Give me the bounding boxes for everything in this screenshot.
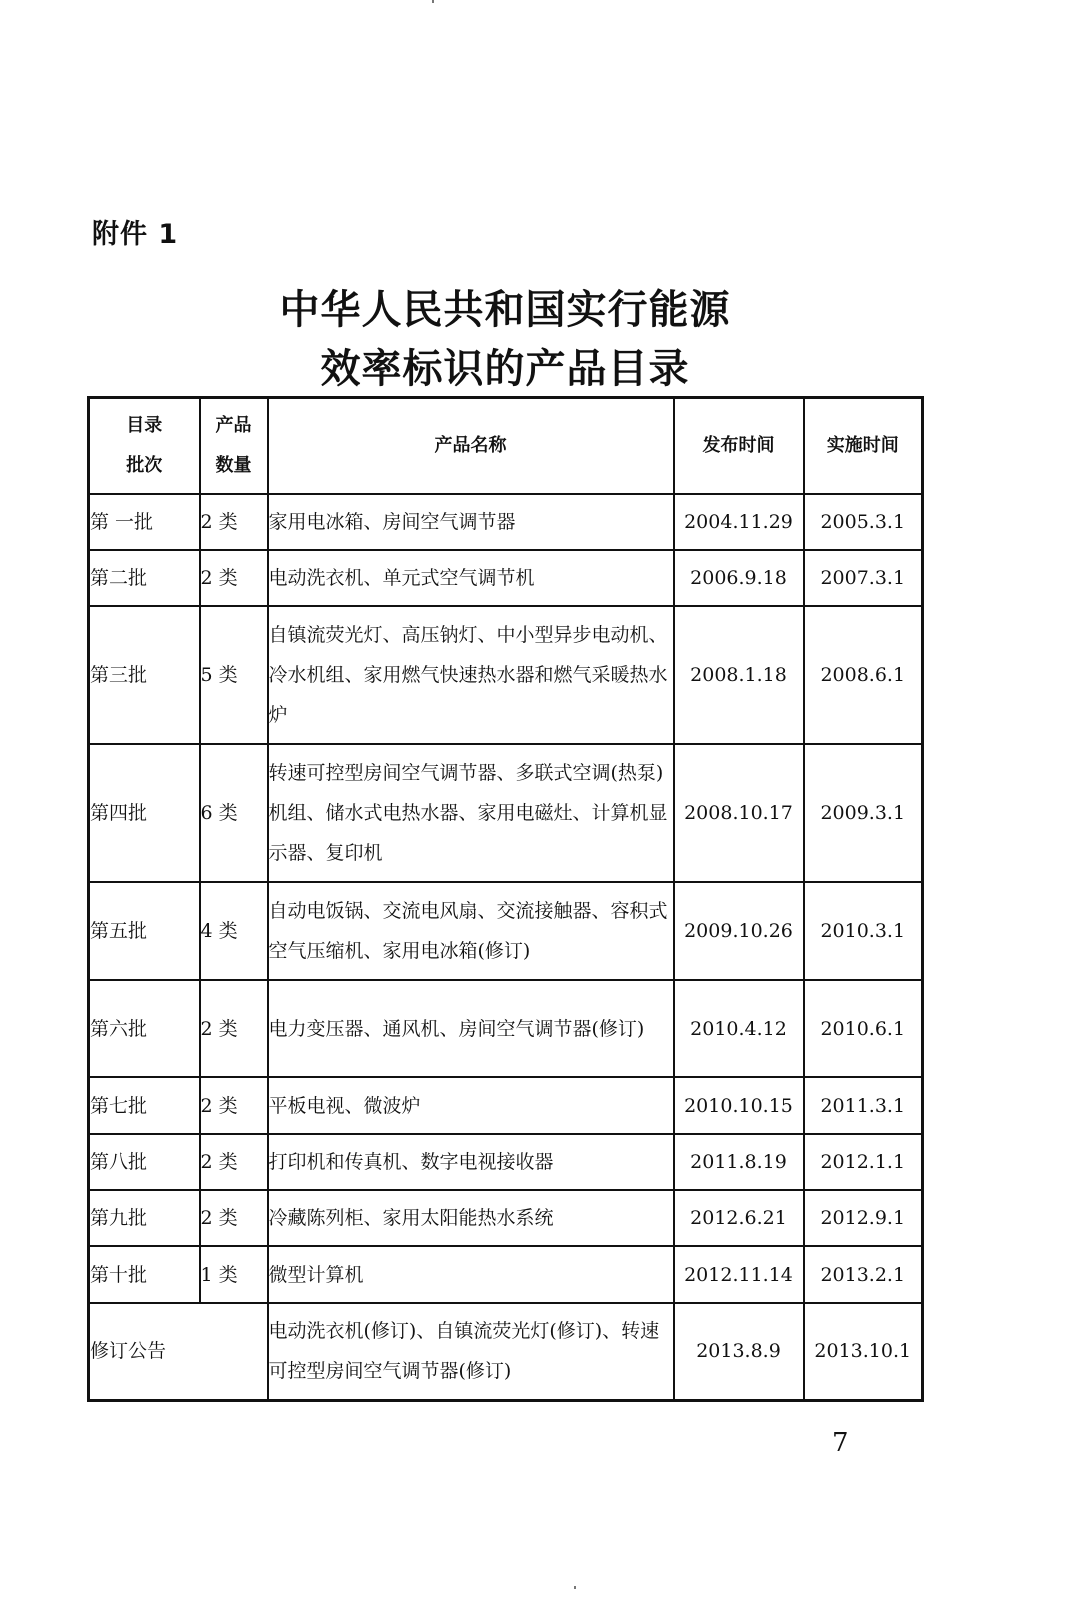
publish-date-cell: 2004.11.29 xyxy=(674,494,804,550)
revision-batch-cell: 修订公告 xyxy=(89,1303,268,1400)
header-batch-line-1: 目录 xyxy=(126,415,163,436)
header-batch xyxy=(89,398,200,495)
header-product: 产品名称 xyxy=(268,398,674,495)
publish-date-cell: 2008.1.18 xyxy=(674,606,804,744)
count-cell: 1 类 xyxy=(200,1246,268,1303)
publish-date-cell: 2008.10.17 xyxy=(674,744,804,882)
publish-date-cell: 2009.10.26 xyxy=(674,882,804,980)
product-cell: 家用电冰箱、房间空气调节器 xyxy=(268,494,674,550)
table-row xyxy=(89,980,923,1077)
scan-speck-top xyxy=(432,0,434,3)
implement-date-cell: 2010.6.1 xyxy=(804,980,923,1077)
count-cell: 4 类 xyxy=(200,882,268,980)
implement-date-cell: 2011.3.1 xyxy=(804,1077,923,1134)
publish-date-cell: 2010.10.15 xyxy=(674,1077,804,1134)
publish-date-cell: 2006.9.18 xyxy=(674,550,804,606)
table-row xyxy=(89,882,923,980)
product-cell: 自动电饭锅、交流电风扇、交流接触器、容积式空气压缩机、家用电冰箱(修订) xyxy=(268,882,674,980)
count-cell: 2 类 xyxy=(200,494,268,550)
revision-row xyxy=(89,1303,923,1400)
header-batch-line-2: 批次 xyxy=(126,455,163,476)
batch-cell: 第六批 xyxy=(89,980,200,1077)
table-header-row xyxy=(89,398,923,495)
batch-cell: 第 一批 xyxy=(89,494,200,550)
header-count-line-2: 数量 xyxy=(215,455,252,476)
table-row xyxy=(89,606,923,744)
batch-cell: 第八批 xyxy=(89,1134,200,1190)
batch-cell: 第七批 xyxy=(89,1077,200,1134)
scan-speck-bottom xyxy=(574,1586,576,1589)
implement-date-cell: 2008.6.1 xyxy=(804,606,923,744)
implement-date-cell: 2013.2.1 xyxy=(804,1246,923,1303)
count-cell: 5 类 xyxy=(200,606,268,744)
count-cell: 2 类 xyxy=(200,550,268,606)
header-publish-date: 发布时间 xyxy=(674,398,804,495)
header-implement-date: 实施时间 xyxy=(804,398,923,495)
batch-cell: 第四批 xyxy=(89,744,200,882)
table-row xyxy=(89,550,923,606)
header-count-line-1: 产品 xyxy=(215,415,252,436)
product-cell: 电力变压器、通风机、房间空气调节器(修订) xyxy=(268,980,674,1077)
table-row xyxy=(89,494,923,550)
publish-date-cell: 2012.11.14 xyxy=(674,1246,804,1303)
product-cell: 转速可控型房间空气调节器、多联式空调(热泵)机组、储水式电热水器、家用电磁灶、计算机显示器、复印机 xyxy=(268,744,674,882)
product-cell: 冷藏陈列柜、家用太阳能热水系统 xyxy=(268,1190,674,1246)
page-number: 7 xyxy=(832,1428,849,1458)
batch-cell: 第五批 xyxy=(89,882,200,980)
revision-product-cell: 电动洗衣机(修订)、自镇流荧光灯(修订)、转速可控型房间空气调节器(修订) xyxy=(268,1303,674,1400)
publish-date-cell: 2010.4.12 xyxy=(674,980,804,1077)
batch-cell: 第九批 xyxy=(89,1190,200,1246)
table-row xyxy=(89,1246,923,1303)
batch-cell: 第三批 xyxy=(89,606,200,744)
header-count xyxy=(200,398,268,495)
implement-date-cell: 2010.3.1 xyxy=(804,882,923,980)
count-cell: 2 类 xyxy=(200,1077,268,1134)
product-cell: 微型计算机 xyxy=(268,1246,674,1303)
product-catalog-table xyxy=(87,396,924,1402)
count-cell: 2 类 xyxy=(200,980,268,1077)
table-row xyxy=(89,1134,923,1190)
product-cell: 自镇流荧光灯、高压钠灯、中小型异步电动机、冷水机组、家用燃气快速热水器和燃气采暖热水炉 xyxy=(268,606,674,744)
product-cell: 平板电视、微波炉 xyxy=(268,1077,674,1134)
product-cell: 电动洗衣机、单元式空气调节机 xyxy=(268,550,674,606)
count-cell: 6 类 xyxy=(200,744,268,882)
implement-date-cell: 2007.3.1 xyxy=(804,550,923,606)
table-row xyxy=(89,744,923,882)
publish-date-cell: 2012.6.21 xyxy=(674,1190,804,1246)
batch-cell: 第十批 xyxy=(89,1246,200,1303)
count-cell: 2 类 xyxy=(200,1134,268,1190)
table-row xyxy=(89,1190,923,1246)
implement-date-cell: 2005.3.1 xyxy=(804,494,923,550)
revision-publish-date-cell: 2013.8.9 xyxy=(674,1303,804,1400)
implement-date-cell: 2012.9.1 xyxy=(804,1190,923,1246)
implement-date-cell: 2009.3.1 xyxy=(804,744,923,882)
table-row xyxy=(89,1077,923,1134)
publish-date-cell: 2011.8.19 xyxy=(674,1134,804,1190)
product-cell: 打印机和传真机、数字电视接收器 xyxy=(268,1134,674,1190)
batch-cell: 第二批 xyxy=(89,550,200,606)
revision-implement-date-cell: 2013.10.1 xyxy=(804,1303,923,1400)
document-title-line-1: 中华人民共和国实行能源 xyxy=(279,287,731,333)
document-title-line-2: 效率标识的产品目录 xyxy=(320,346,690,392)
attachment-label: 附件 1 xyxy=(92,219,179,250)
implement-date-cell: 2012.1.1 xyxy=(804,1134,923,1190)
count-cell: 2 类 xyxy=(200,1190,268,1246)
